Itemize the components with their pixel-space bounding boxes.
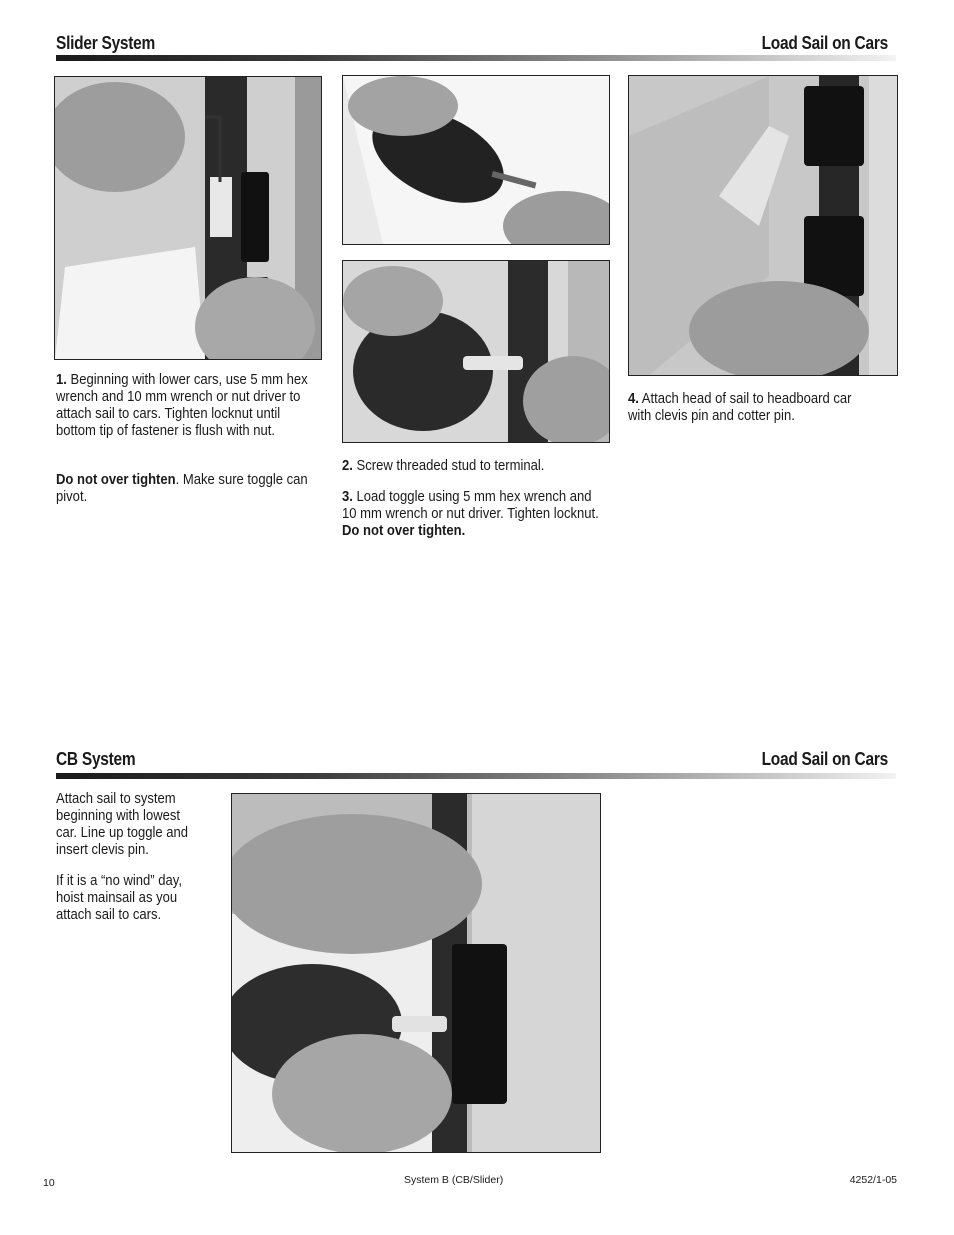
load-sail-heading: Load Sail on Cars	[761, 33, 888, 53]
step-3-number: 3.	[342, 489, 353, 505]
page-number: 10	[43, 1177, 55, 1189]
step-4-body: Attach head of sail to headboard car with clevis pin and cotter pin.	[628, 391, 852, 424]
step-1-number: 1.	[56, 372, 67, 388]
step-2-body: Screw threaded stud to terminal.	[356, 458, 545, 474]
step-1-body: Beginning with lower cars, use 5 mm hex wrench and 10 mm wrench or nut driver to attach sail to cars. Tighten locknut until bottom tip of fastener is flush with nut.	[56, 372, 308, 439]
step-2-text	[342, 458, 603, 475]
cb-system-heading: CB System	[56, 749, 136, 769]
step-1-warning-bold: Do not over tighten	[56, 472, 176, 488]
photo-hex-wrench-lower-car	[54, 76, 322, 360]
section-rule-2	[56, 773, 896, 779]
step-3-text	[342, 489, 603, 540]
footer-doc-code: 4252/1-05	[849, 1174, 897, 1186]
step-1-warning	[56, 472, 308, 506]
photo-threaded-stud	[342, 75, 610, 245]
photo-cb-clevis-pin	[231, 793, 601, 1153]
slider-system-heading: Slider System	[56, 33, 156, 53]
photo-load-toggle	[342, 260, 610, 443]
step-4-number: 4.	[628, 391, 639, 407]
step-1-text	[56, 372, 308, 440]
footer-title: System B (CB/Slider)	[404, 1174, 504, 1186]
step-3-bold: Do not over tighten.	[342, 523, 466, 539]
step-1-warning-rest: . Make sure toggle can pivot.	[56, 472, 308, 505]
step-3-body: Load toggle using 5 mm hex wrench and 10 mm wrench or nut driver. Tighten locknut.	[342, 489, 599, 522]
photo-headboard-car	[628, 75, 898, 376]
section-rule	[56, 55, 896, 61]
cb-para-2: If it is a “no wind” day, hoist mainsail as you attach sail to cars.	[56, 873, 182, 923]
load-sail-heading-2: Load Sail on Cars	[761, 749, 888, 769]
step-4-text	[628, 391, 853, 425]
step-2-number: 2.	[342, 458, 353, 474]
cb-para-1: Attach sail to system beginning with lowest car. Line up toggle and insert clevis pin.	[56, 791, 189, 858]
